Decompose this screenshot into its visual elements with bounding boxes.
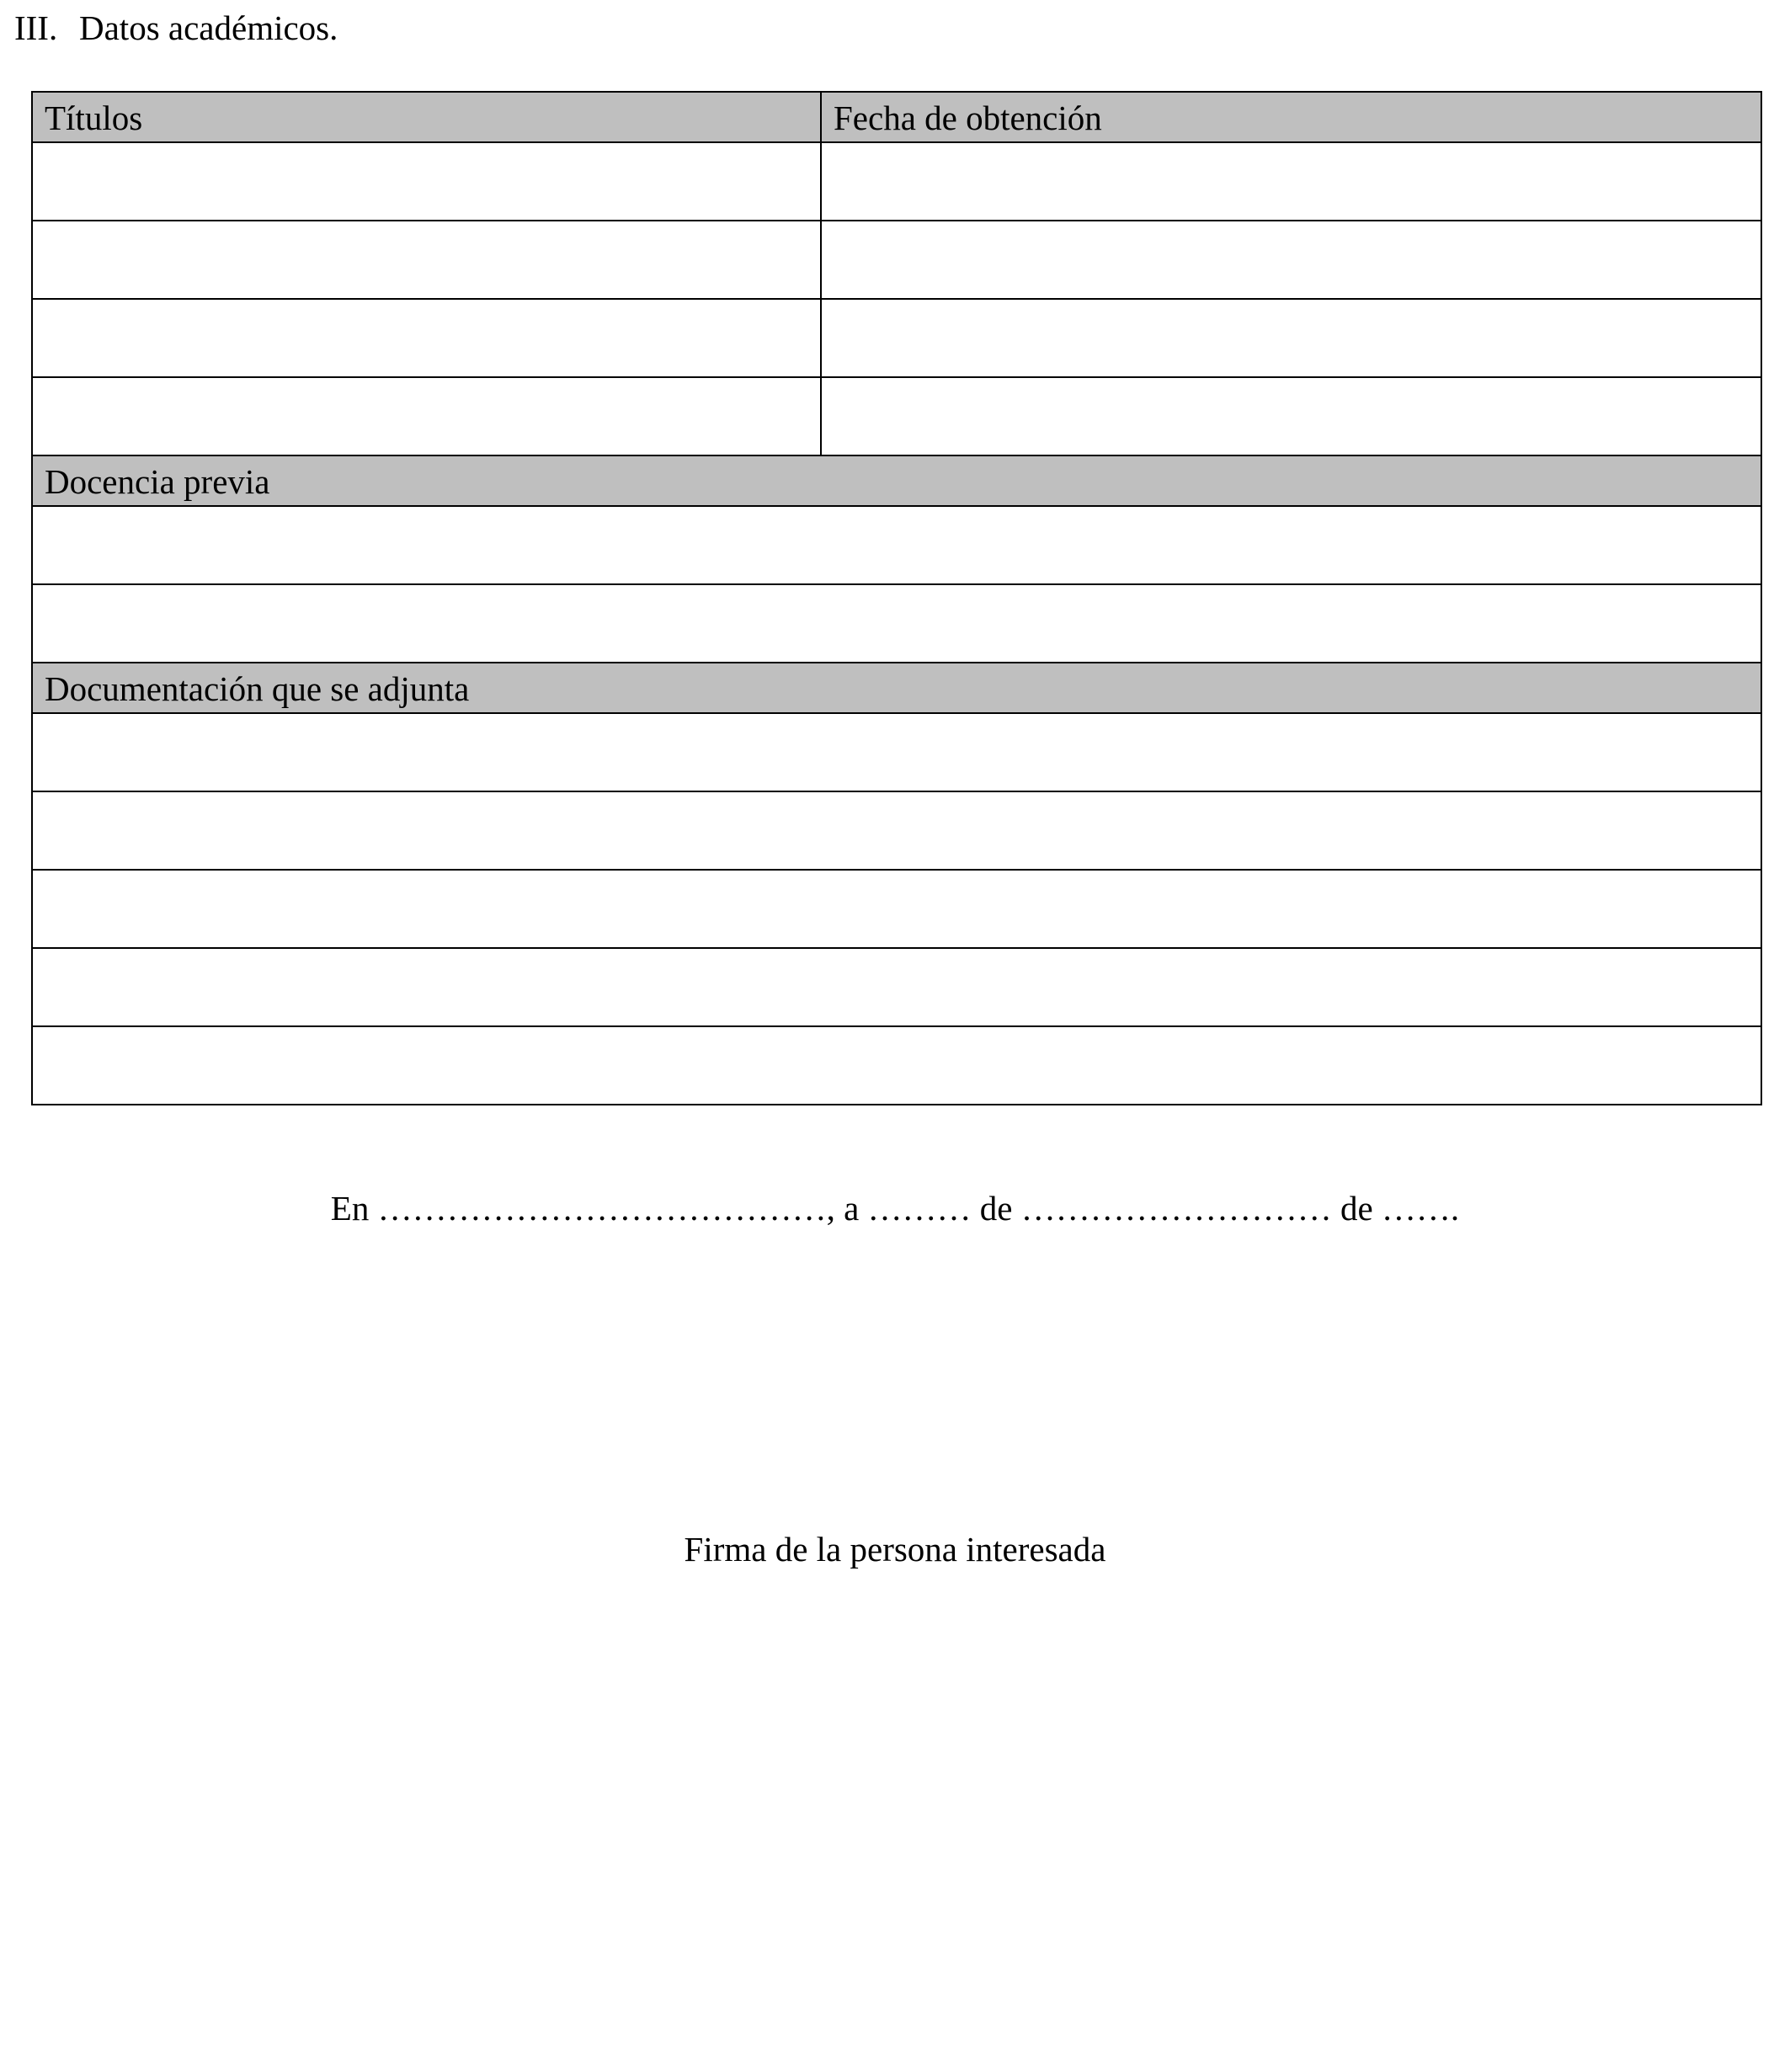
documentacion-row: [32, 713, 1761, 791]
fecha-cell[interactable]: [821, 221, 1761, 299]
titulo-cell[interactable]: [32, 299, 821, 377]
titulo-cell[interactable]: [32, 142, 821, 221]
documentacion-cell[interactable]: [32, 1026, 1761, 1105]
titulos-header-row: [32, 92, 1761, 142]
docencia-header-row: [32, 455, 1761, 506]
section-title: Datos académicos.: [79, 8, 338, 47]
documentacion-cell[interactable]: [32, 791, 1761, 870]
titulos-row: [32, 377, 1761, 455]
docencia-cell[interactable]: [32, 506, 1761, 584]
signature-label: Firma de la persona interesada: [684, 1530, 1106, 1569]
titulos-row: [32, 299, 1761, 377]
documentacion-cell[interactable]: [32, 870, 1761, 948]
docencia-header: Docencia previa: [32, 455, 1761, 506]
fecha-cell[interactable]: [821, 299, 1761, 377]
documentacion-row: [32, 870, 1761, 948]
docencia-cell[interactable]: [32, 584, 1761, 663]
fecha-cell[interactable]: [821, 377, 1761, 455]
section-heading: [14, 7, 338, 49]
academic-data-table: [31, 91, 1762, 1105]
titulo-cell[interactable]: [32, 377, 821, 455]
docencia-row: [32, 584, 1761, 663]
documentacion-cell[interactable]: [32, 713, 1761, 791]
place-date-line: En …………………………………, a ……… de ……………………… de …….: [330, 1189, 1460, 1228]
documentacion-row: [32, 791, 1761, 870]
fecha-header: Fecha de obtención: [821, 92, 1761, 142]
fecha-cell[interactable]: [821, 142, 1761, 221]
documentacion-row: [32, 1026, 1761, 1105]
documentacion-cell[interactable]: [32, 948, 1761, 1026]
titulos-row: [32, 221, 1761, 299]
docencia-row: [32, 506, 1761, 584]
documentacion-header-row: [32, 663, 1761, 713]
documentacion-header: Documentación que se adjunta: [32, 663, 1761, 713]
section-number: III.: [14, 8, 58, 47]
titulos-header: Títulos: [32, 92, 821, 142]
titulo-cell[interactable]: [32, 221, 821, 299]
titulos-row: [32, 142, 1761, 221]
documentacion-row: [32, 948, 1761, 1026]
